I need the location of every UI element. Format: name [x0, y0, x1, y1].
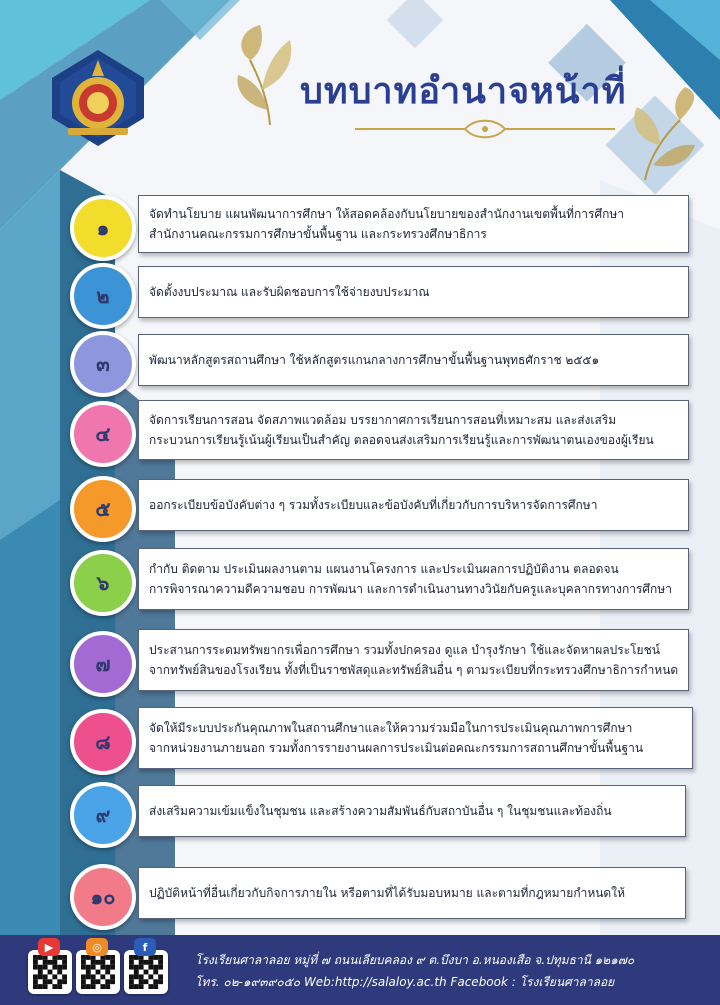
school-emblem [44, 48, 152, 148]
duty-text-box [138, 479, 689, 531]
duty-row [70, 195, 700, 255]
duty-row [70, 266, 700, 326]
duty-row [70, 785, 700, 845]
footer-contact: โทร. ๐๒-๑๙๓๙๐๕๐ Web:http://salaloy.ac.th Facebook : โรงเรียนศาลาลอย [195, 975, 615, 989]
duty-text-line: กำกับ ติดตาม ประเมินผลงานตาม แผนงานโครงการ และประเมินผลการปฏิบัติงาน ตลอดจน [149, 562, 619, 576]
duty-text-line: จัดทำนโยบาย แผนพัฒนาการศึกษา ให้สอดคล้องกับนโยบายของสำนักงานเขตพื้นที่การศึกษา [149, 207, 625, 221]
website-icon: ◎ [86, 938, 108, 956]
duty-row [70, 548, 700, 610]
duty-text-line: กระบวนการเรียนรู้เน้นผู้เรียนเป็นสำคัญ ตลอดจนส่งเสริมการเรียนรู้และการพัฒนาตนเองของผู้เรียน [149, 433, 654, 447]
duty-text-box [138, 400, 689, 460]
duty-number-badge: ๑๐ [70, 864, 136, 930]
duty-text-box [138, 629, 689, 691]
duty-number-badge: ๓ [70, 331, 136, 397]
school-emblem-icon [44, 48, 152, 148]
duty-text-line: ประสานการระดมทรัพยากรเพื่อการศึกษา รวมทั้งปกครอง ดูแล บำรุงรักษา ใช้และจัดหาผลประโยชน์ [149, 643, 660, 657]
duty-text-line: การพิจารณาความดีความชอบ การพัฒนา และการดำเนินงานทางวินัยกับครูและบุคลากรทางการศึกษา [149, 582, 672, 596]
duty-text-line: จัดให้มีระบบประกันคุณภาพในสถานศึกษาและให้ความร่วมมือในการประเมินคุณภาพการศึกษา [149, 721, 633, 735]
youtube-icon: ▶ [38, 938, 60, 956]
footer-address: โรงเรียนศาลาลอย หมู่ที่ ๗ ถนนเลียบคลอง ๙ ต.บึงบา อ.หนองเสือ จ.ปทุมธานี ๑๒๑๗๐ [195, 953, 635, 967]
duty-number-badge: ๘ [70, 709, 136, 775]
qr-code[interactable] [124, 940, 168, 994]
duty-text-box [138, 867, 686, 919]
duty-text-box [138, 266, 689, 318]
duty-number-badge: ๖ [70, 550, 136, 616]
duty-row [70, 629, 700, 691]
duty-row [70, 479, 700, 539]
duty-text-line: จากหน่วยงานภายนอก รวมทั้งการรายงานผลการประเมินต่อคณะกรรมการสถานศึกษาขั้นพื้นฐาน [149, 741, 644, 755]
duty-number-badge: ๕ [70, 476, 136, 542]
duty-row [70, 867, 700, 927]
qr-pattern-icon [33, 955, 67, 989]
duty-row [70, 707, 700, 769]
qr-pattern-icon [129, 955, 163, 989]
duty-number-badge: ๗ [70, 631, 136, 697]
facebook-icon: f [134, 938, 156, 956]
duty-row [70, 400, 700, 460]
title-divider-ornament [350, 118, 620, 140]
duty-text-box [138, 334, 689, 386]
duty-text-line: สำนักงานคณะกรรมการศึกษาขั้นพื้นฐาน และกระทรวงศึกษาธิการ [149, 227, 487, 241]
duty-text-box [138, 707, 693, 769]
duty-number-badge: ๑ [70, 195, 136, 261]
golden-leaf-icon [230, 20, 310, 130]
duty-text-box [138, 785, 686, 837]
page-title: บทบาทอำนาจหน้าที่ [300, 70, 627, 112]
qr-code[interactable] [28, 940, 72, 994]
duty-text-box [138, 195, 689, 253]
duty-text-line: จัดการเรียนการสอน จัดสภาพแวดล้อม บรรยากาศการเรียนการสอนที่เหมาะสม และส่งเสริม [149, 413, 617, 427]
duty-text-line: จากทรัพย์สินของโรงเรียน ทั้งที่เป็นราชพัสดุและทรัพย์สินอื่น ๆ ตามระเบียบที่กระทรวงศึกษาธิการกำหนด [149, 663, 679, 677]
duty-text-box [138, 548, 689, 610]
duty-text-line: จัดตั้งงบประมาณ และรับผิดชอบการใช้จ่ายงบประมาณ [149, 285, 430, 299]
qr-code[interactable] [76, 940, 120, 994]
qr-pattern-icon [81, 955, 115, 989]
duty-text-line: ส่งเสริมความเข้มแข็งในชุมชน และสร้างความสัมพันธ์กับสถาบันอื่น ๆ ในชุมชนและท้องถิ่น [149, 804, 612, 818]
duty-text-line: ออกระเบียบข้อบังคับต่าง ๆ รวมทั้งระเบียบและข้อบังคับที่เกี่ยวกับการบริหารจัดการศึกษา [149, 498, 598, 512]
duty-number-badge: ๔ [70, 401, 136, 467]
duty-number-badge: ๒ [70, 263, 136, 329]
duty-number-badge: ๙ [70, 782, 136, 848]
duty-row [70, 334, 700, 394]
duty-text-line: ปฏิบัติหน้าที่อื่นเกี่ยวกับกิจการภายใน หรือตามที่ได้รับมอบหมาย และตามที่กฎหมายกำหนดให้ [149, 886, 625, 900]
golden-leaf-icon [625, 85, 705, 185]
duty-text-line: พัฒนาหลักสูตรสถานศึกษา ใช้หลักสูตรแกนกลางการศึกษาขั้นพื้นฐานพุทธศักราช ๒๕๕๑ [149, 353, 600, 367]
